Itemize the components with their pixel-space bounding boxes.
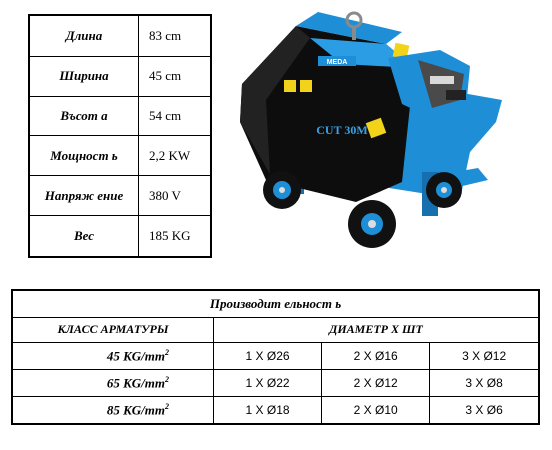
spec-row: [29, 216, 211, 257]
diameter-header: ДИАМЕТР Х ШТ: [214, 317, 540, 342]
wheel: [426, 172, 462, 208]
performance-row: [12, 342, 539, 369]
diameter-cell: 3 X Ø8: [430, 369, 539, 396]
rebar-cutter-image: [226, 4, 530, 266]
steel-class: 45 $KG/mm^2$: [12, 342, 214, 369]
steel-class: 85 $KG/mm^2$: [12, 396, 214, 424]
diameter-cell: 1 X Ø26: [214, 342, 322, 369]
diameter-cell: 1 X Ø18: [214, 396, 322, 424]
wheel: [348, 200, 396, 248]
spec-value: 2,2 KW: [139, 136, 212, 176]
class-header: КЛАСС АРМАТУРЫ: [12, 317, 214, 342]
specs-table: [28, 14, 212, 258]
diameter-cell: 2 X Ø10: [322, 396, 430, 424]
spec-row: [29, 15, 211, 56]
spec-label: Напряж ение: [29, 176, 139, 216]
diameter-cell: 2 X Ø12: [322, 369, 430, 396]
performance-title-row: [12, 290, 539, 317]
blade-guard: [430, 76, 454, 84]
performance-title: Производит ельност ь: [12, 290, 539, 317]
spec-value: 185 KG: [139, 216, 212, 257]
spec-row: [29, 56, 211, 96]
cutter-jaw: [446, 90, 466, 100]
diameter-cell: 3 X Ø12: [430, 342, 539, 369]
performance-header-row: [12, 317, 539, 342]
diameter-cell: 2 X Ø16: [322, 342, 430, 369]
model-label: CUT 30M: [316, 123, 368, 137]
spec-label: Ширина: [29, 56, 139, 96]
performance-row: [12, 369, 539, 396]
spec-value: 45 cm: [139, 56, 212, 96]
spec-value: 83 cm: [139, 15, 212, 56]
steel-class: 65 $KG/mm^2$: [12, 369, 214, 396]
diameter-cell: 3 X Ø6: [430, 396, 539, 424]
spec-row: [29, 96, 211, 136]
spec-row: [29, 136, 211, 176]
warning-sticker: [300, 80, 312, 92]
spec-value: 380 V: [139, 176, 212, 216]
spec-label: Вес: [29, 216, 139, 257]
performance-row: [12, 396, 539, 424]
spec-label: Длина: [29, 15, 139, 56]
spec-row: [29, 176, 211, 216]
warning-sticker: [284, 80, 296, 92]
performance-table: [11, 289, 540, 425]
spec-label: Въсот а: [29, 96, 139, 136]
diameter-cell: 1 X Ø22: [214, 369, 322, 396]
spec-value: 54 cm: [139, 96, 212, 136]
spec-label: Мощност ь: [29, 136, 139, 176]
wheel: [263, 171, 301, 209]
brand-text: MEDA: [326, 59, 348, 66]
